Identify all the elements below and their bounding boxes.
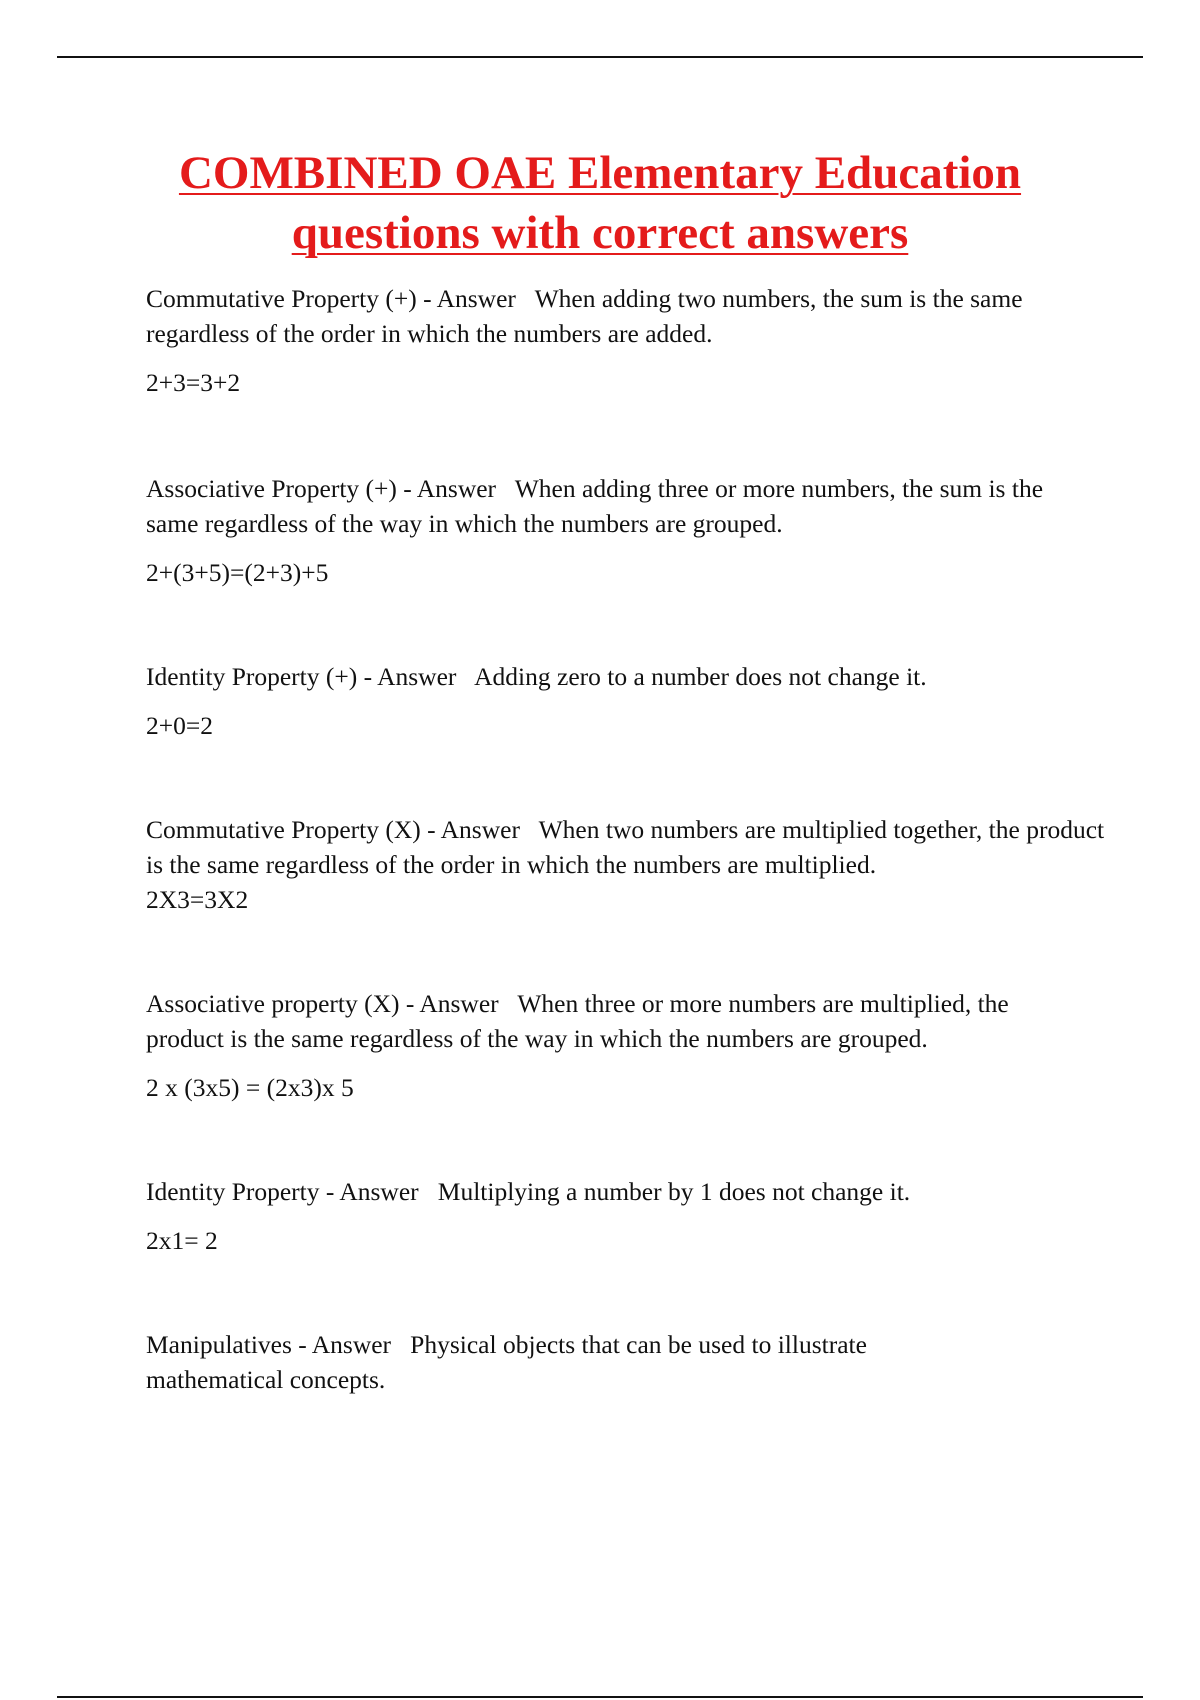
qa-text <box>146 1174 1096 1209</box>
title-line-2: questions with correct answers <box>291 207 909 259</box>
qa-example: 2+(3+5)=(2+3)+5 <box>146 558 329 587</box>
document-title <box>0 143 1200 263</box>
footer-rule <box>57 1696 1143 1698</box>
qa-text <box>146 812 1106 882</box>
qa-example: 2 x (3x5) = (2x3)x 5 <box>146 1073 354 1102</box>
qa-definition: When adding two numbers, the sum is the same regardless of the order in which the numbers are added. <box>146 284 1023 348</box>
qa-definition: Multiplying a number by 1 does not change it. <box>437 1177 911 1206</box>
qa-entry-associative-addition <box>146 471 1086 590</box>
qa-text <box>146 281 1066 351</box>
qa-example: 2+3=3+2 <box>146 368 241 397</box>
qa-example: 2+0=2 <box>146 711 214 740</box>
qa-definition: Physical objects that can be used to illustrate mathematical concepts. <box>146 1330 867 1394</box>
qa-entry-commutative-multiplication <box>146 812 1106 917</box>
qa-definition: When three or more numbers are multiplied, the product is the same regardless of the way in which the numbers are grouped. <box>146 989 1009 1053</box>
qa-example: 2X3=3X2 <box>146 885 249 914</box>
title-line-1: COMBINED OAE Elementary Education <box>178 147 1022 199</box>
qa-term: Commutative Property (X) - Answer <box>146 815 520 844</box>
qa-term: Associative Property (+) - Answer <box>146 474 497 503</box>
qa-entry-associative-multiplication <box>146 986 1076 1105</box>
header-rule <box>57 56 1143 58</box>
qa-definition: When two numbers are multiplied together, the product is the same regardless of the order in which the numbers are multiplied. <box>146 815 1105 879</box>
qa-term: Manipulatives - Answer <box>146 1330 392 1359</box>
qa-entry-commutative-addition <box>146 281 1066 400</box>
qa-entry-manipulatives <box>146 1327 966 1397</box>
qa-text <box>146 986 1076 1056</box>
qa-term: Commutative Property (+) - Answer <box>146 284 516 313</box>
qa-text <box>146 471 1086 541</box>
qa-text <box>146 1327 966 1397</box>
qa-text <box>146 659 1096 694</box>
qa-term: Associative property (X) - Answer <box>146 989 499 1018</box>
qa-definition: Adding zero to a number does not change it. <box>474 662 927 691</box>
qa-term: Identity Property - Answer <box>146 1177 419 1206</box>
qa-entry-identity-multiplication <box>146 1174 1096 1258</box>
qa-entry-identity-addition <box>146 659 1096 743</box>
qa-example: 2x1= 2 <box>146 1226 218 1255</box>
qa-definition: When adding three or more numbers, the sum is the same regardless of the way in which the numbers are grouped. <box>146 474 1044 538</box>
qa-term: Identity Property (+) - Answer <box>146 662 457 691</box>
